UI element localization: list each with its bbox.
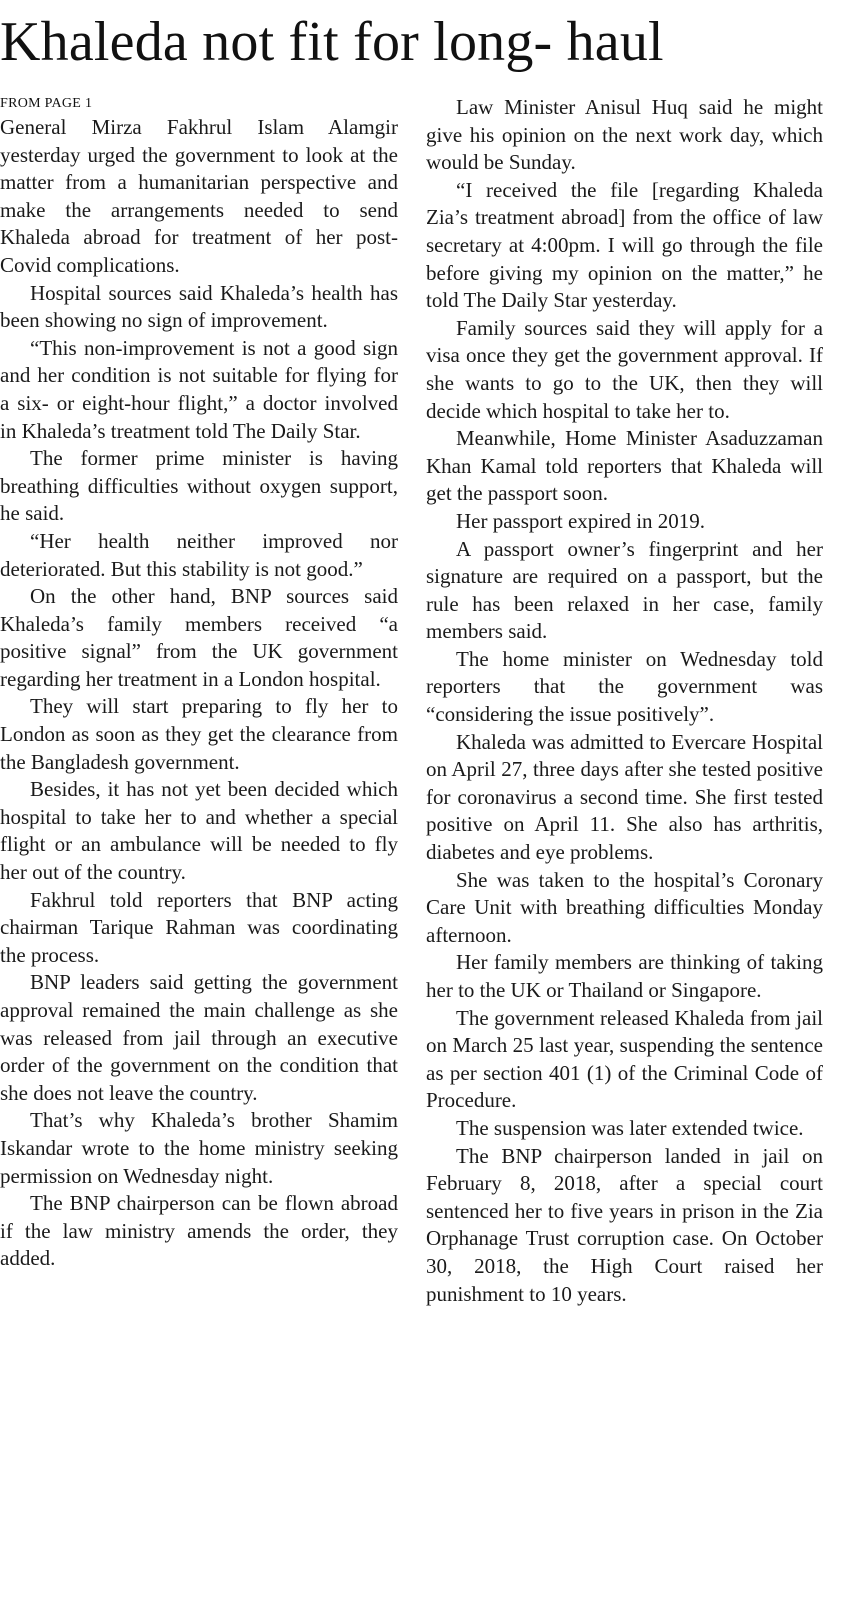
continued-from-kicker: FROM PAGE 1 <box>0 96 93 111</box>
article-column-right <box>426 94 823 1308</box>
paragraph: Law Minister Anisul Huq said he might give his opinion on the next work day, which would be Sunday. <box>426 95 823 175</box>
paragraph: The BNP chairperson can be flown abroad if the law ministry amends the order, they added. <box>0 1191 398 1271</box>
headline: Khaleda not fit for long- haul <box>0 11 664 73</box>
paragraph: That’s why Khaleda’s brother Shamim Iskandar wrote to the home ministry seeking permission on Wednesday night. <box>0 1108 398 1188</box>
paragraph: BNP leaders said getting the government approval remained the main challenge as she was released from jail through an executive order of the government on the condition that she does not leave the country. <box>0 970 398 1105</box>
paragraph: Her passport expired in 2019. <box>456 508 706 533</box>
paragraph: The home minister on Wednesday told reporters that the government was “considering the issue positively”. <box>426 646 823 727</box>
paragraph: “This non-improvement is not a good sign and her condition is not suitable for flying for a six- or eight-hour flight,” a doctor involved in Khaleda’s treatment told The Daily Star. <box>0 335 398 443</box>
paragraph: “Her health neither improved nor deteriorated. But this stability is not good.” <box>0 528 398 581</box>
paragraph: The former prime minister is having breathing difficulties without oxygen support, he said. <box>0 446 398 526</box>
paragraph: General Mirza Fakhrul Islam Alamgir yesterday urged the government to look at the matter from a humanitarian perspective and make the arrangements needed to send Khaleda abroad for treatment of her post-Covid complications. <box>0 115 398 277</box>
article-column-left <box>0 94 398 1273</box>
paragraph: Hospital sources said Khaleda’s health has been showing no sign of improvement. <box>0 280 398 333</box>
paragraph: Meanwhile, Home Minister Asaduzzaman Khan Kamal told reporters that Khaleda will get the passport soon. <box>426 426 823 506</box>
paragraph: The government released Khaleda from jail on March 25 last year, suspending the sentence as per section 401 (1) of the Criminal Code of Procedure. <box>426 1005 823 1113</box>
paragraph: Family sources said they will apply for a visa once they get the government approval. If she wants to go to the UK, then they will decide which hospital to take her to. <box>426 315 823 423</box>
paragraph: A passport owner’s fingerprint and her signature are required on a passport, but the rule has been relaxed in her case, family members said. <box>426 536 823 644</box>
paragraph: On the other hand, BNP sources said Khaleda’s family members received “a positive signal” from the UK government regarding her treatment in a London hospital. <box>0 584 398 691</box>
paragraph: She was taken to the hospital’s Coronary Care Unit with breathing difficulties Monday afternoon. <box>426 867 823 947</box>
paragraph: Besides, it has not yet been decided which hospital to take her to and whether a special flight or an ambulance will be needed to fly her out of the country. <box>0 777 398 885</box>
paragraph: Fakhrul told reporters that BNP acting chairman Tarique Rahman was coordinating the process. <box>0 887 398 967</box>
paragraph: Her family members are thinking of taking her to the UK or Thailand or Singapore. <box>426 950 823 1002</box>
paragraph: The BNP chairperson landed in jail on February 8, 2018, after a special court sentenced her to five years in prison in the Zia Orphanage Trust corruption case. On October 30, 2018, the High Court raised her punishment to 10 years. <box>426 1143 823 1306</box>
paragraph: The suspension was later extended twice. <box>456 1115 804 1140</box>
paragraph: They will start preparing to fly her to London as soon as they get the clearance from the Bangladesh government. <box>0 694 398 774</box>
paragraph: “I received the file [regarding Khaleda Zia’s treatment abroad] from the office of law secretary at 4:00pm. I will go through the file before giving my opinion on the matter,” he told The Daily Star yesterday. <box>426 177 823 313</box>
paragraph: Khaleda was admitted to Evercare Hospital on April 27, three days after she tested positive for coronavirus a second time. She first tested positive on April 11. She also has arthritis, diabetes and eye problems. <box>426 729 823 865</box>
